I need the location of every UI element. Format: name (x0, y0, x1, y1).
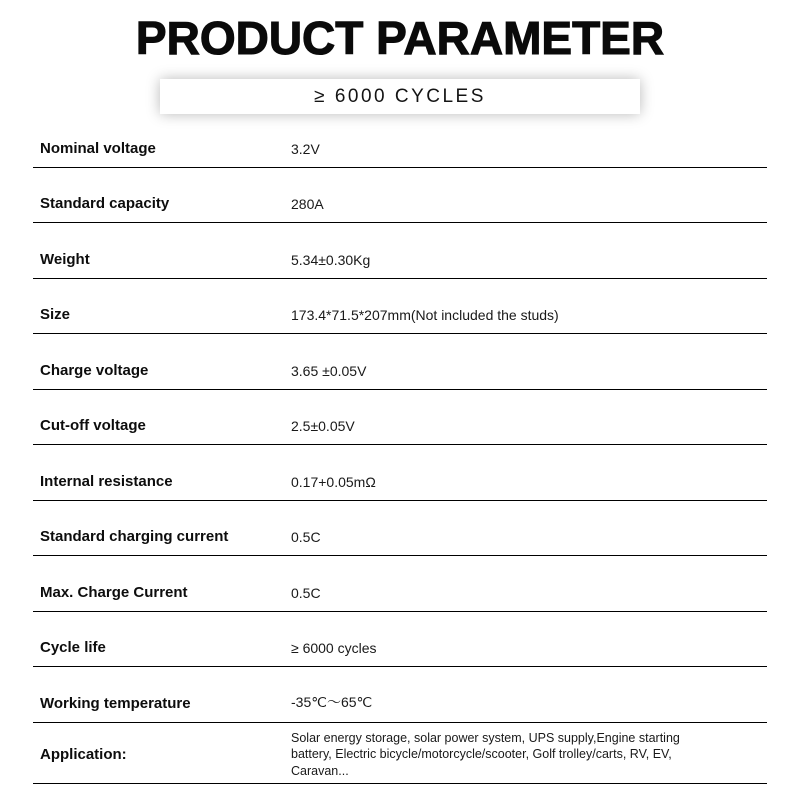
spec-label: Size (40, 306, 71, 323)
spec-row-max-charge-current (33, 556, 767, 612)
spec-label: Cut-off voltage (40, 417, 146, 434)
spec-row-charge-voltage (33, 334, 767, 390)
spec-row-standard-charging-current (33, 501, 767, 557)
spec-row-standard-capacity (33, 168, 767, 224)
spec-label: Charge voltage (40, 361, 149, 379)
spec-label: Standard capacity (40, 195, 170, 212)
product-parameter-sheet (0, 14, 800, 800)
spec-value: 173.4*71.5*207mm(Not included the studs) (291, 307, 559, 323)
spec-row-working-temperature (33, 667, 767, 723)
spec-value: 3.2V (291, 140, 320, 157)
spec-row-internal-resistance (33, 445, 767, 501)
spec-row-size (33, 279, 767, 335)
spec-label: Application: (40, 746, 127, 763)
spec-value: 280A (291, 196, 324, 212)
spec-value: -35℃～65℃ (291, 693, 373, 710)
spec-label: Standard charging current (40, 528, 229, 545)
spec-table (33, 112, 767, 784)
spec-label: Cycle life (40, 639, 106, 656)
spec-value: ≥ 6000 cycles (291, 640, 377, 656)
spec-label: Weight (40, 250, 90, 268)
spec-row-weight (33, 223, 767, 279)
spec-label: Max. Charge Current (40, 583, 188, 601)
page-title: PRODUCT PARAMETER (135, 12, 665, 64)
spec-value: Solar energy storage, solar power system, UPS supply,Engine starting battery, Electric bicycle/motorcycle/scooter, Golf trolley/carts, RV, EV, Caravan... (291, 730, 680, 778)
spec-row-cycle-life (33, 612, 767, 668)
cycles-badge-label: ≥ 6000 CYCLES (314, 85, 486, 107)
spec-row-application (33, 723, 767, 784)
spec-value: 0.5C (291, 529, 321, 545)
spec-label: Internal resistance (40, 472, 173, 490)
spec-value: 5.34±0.30Kg (291, 251, 371, 268)
spec-label: Nominal voltage (40, 139, 156, 157)
spec-row-cutoff-voltage (33, 390, 767, 446)
spec-row-nominal-voltage (33, 112, 767, 168)
spec-value: 0.17+0.05mΩ (291, 473, 376, 490)
spec-label: Working temperature (40, 694, 191, 712)
cycles-badge (160, 79, 640, 114)
spec-value: 0.5C (291, 584, 321, 601)
spec-value: 3.65 ±0.05V (291, 362, 367, 379)
spec-value: 2.5±0.05V (291, 418, 355, 434)
